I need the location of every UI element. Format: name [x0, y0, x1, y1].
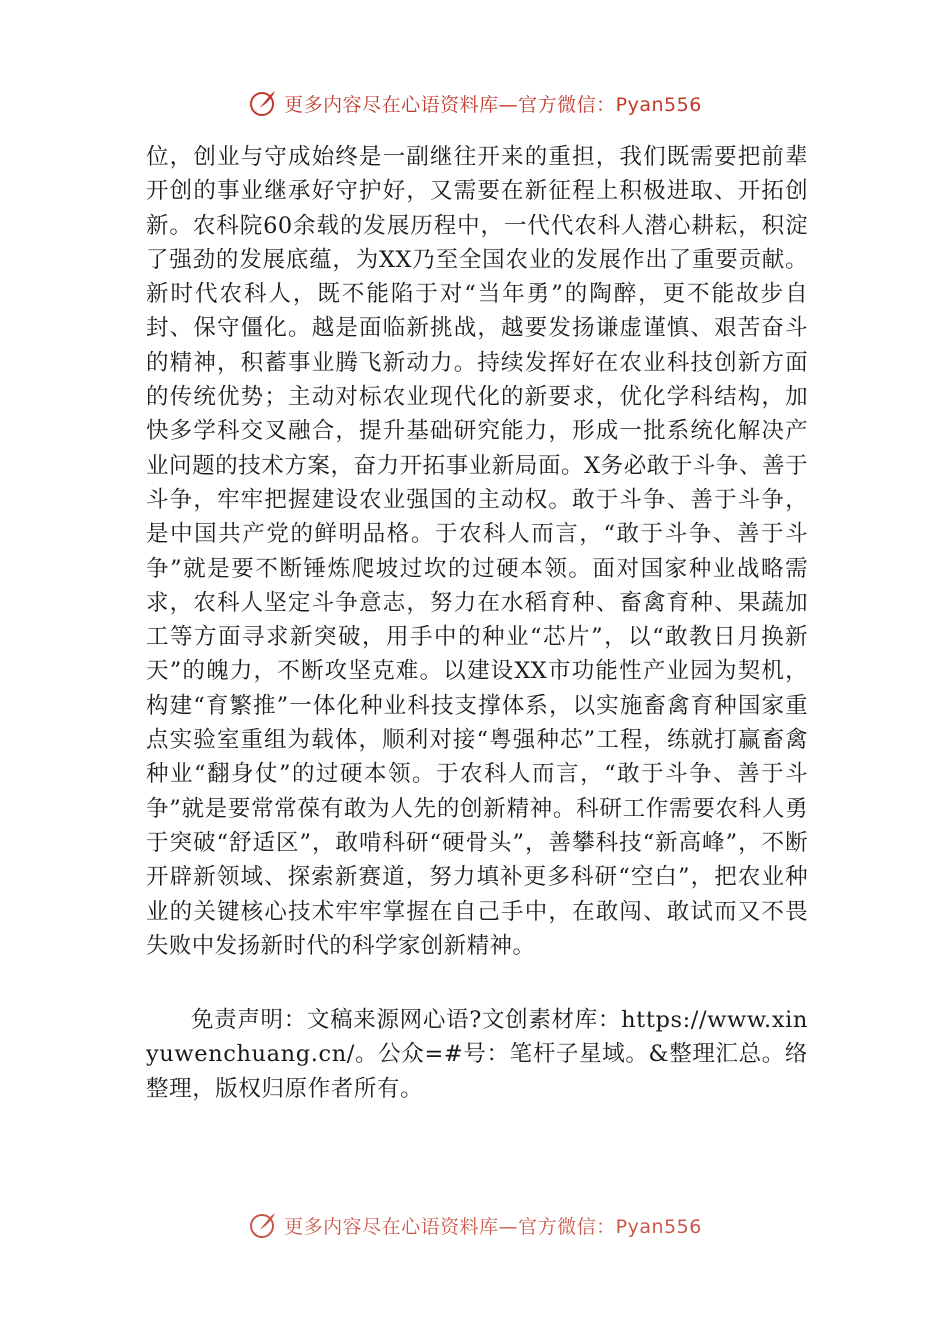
header-watermark: [0, 86, 950, 120]
footer-watermark: [0, 1208, 950, 1242]
disclaimer-paragraph: 免责声明：文稿来源网心语?文创素材库：https://www.xinyuwenchuang.cn/。公众=#号：笔杆子星域。&整理汇总。络整理，版权归原作者所有。: [146, 1007, 808, 1102]
body-paragraph: 位，创业与守成始终是一副继往开来的重担，我们既需要把前辈开创的事业继承好守护好，又需要在新征程上积极进取、开拓创新。农科院60余载的发展历程中，一代代农科人潜心耕耘，积淀了强劲的发展底蕴，为XX乃至全国农业的发展作出了重要贡献。新时代农科人，既不能陷于对“当年勇”的陶醉，更不能故步自封、保守僵化。越是面临新挑战，越要发扬谦虚谨慎、艰苦奋斗的精神，积蓄事业腾飞新动力。持续发挥好在农业科技创新方面的传统优势；主动对标农业现代化的新要求，优化学科结构，加快多学科交叉融合，提升基础研究能力，形成一批系统化解决产业问题的技术方案，奋力开拓事业新局面。X务必敢于斗争、善于斗争，牢牢把握建设农业强国的主动权。敢于斗争、善于斗争，是中国共产党的鲜明品格。于农科人而言，“敢于斗争、善于斗争”就是要不断锤炼爬坡过坎的过硬本领。面对国家种业战略需求，农科人坚定斗争意志，努力在水稻育种、畜禽育种、果蔬加工等方面寻求新突破，用手中的种业“芯片”，以“敢教日月换新天”的魄力，不断攻坚克难。以建设XX市功能性产业园为契机，构建“育繁推”一体化种业科技支撑体系，以实施畜禽育种国家重点实验室重组为载体，顺利对接“粤强种芯”工程，练就打赢畜禽种业“翻身仗”的过硬本领。于农科人而言，“敢于斗争、善于斗争”就是要常常葆有敢为人先的创新精神。科研工作需要农科人勇于突破“舒适区”，敢啃科研“硬骨头”，善攀科技“新高峰”，不断开辟新领域、探索新赛道，努力填补更多科研“空白”，把农业种业的关键核心技术牢牢掌握在自己手中，在敢闯、敢试而又不畏失败中发扬新时代的科学家创新精神。: [146, 144, 808, 959]
feather-logo-icon: [248, 1210, 278, 1240]
watermark-text: 更多内容尽在心语资料库—官方微信：Pyan556: [284, 93, 702, 116]
document-body: [146, 140, 808, 1106]
feather-logo-icon: [248, 88, 278, 118]
watermark-text: 更多内容尽在心语资料库—官方微信：Pyan556: [284, 1215, 702, 1238]
